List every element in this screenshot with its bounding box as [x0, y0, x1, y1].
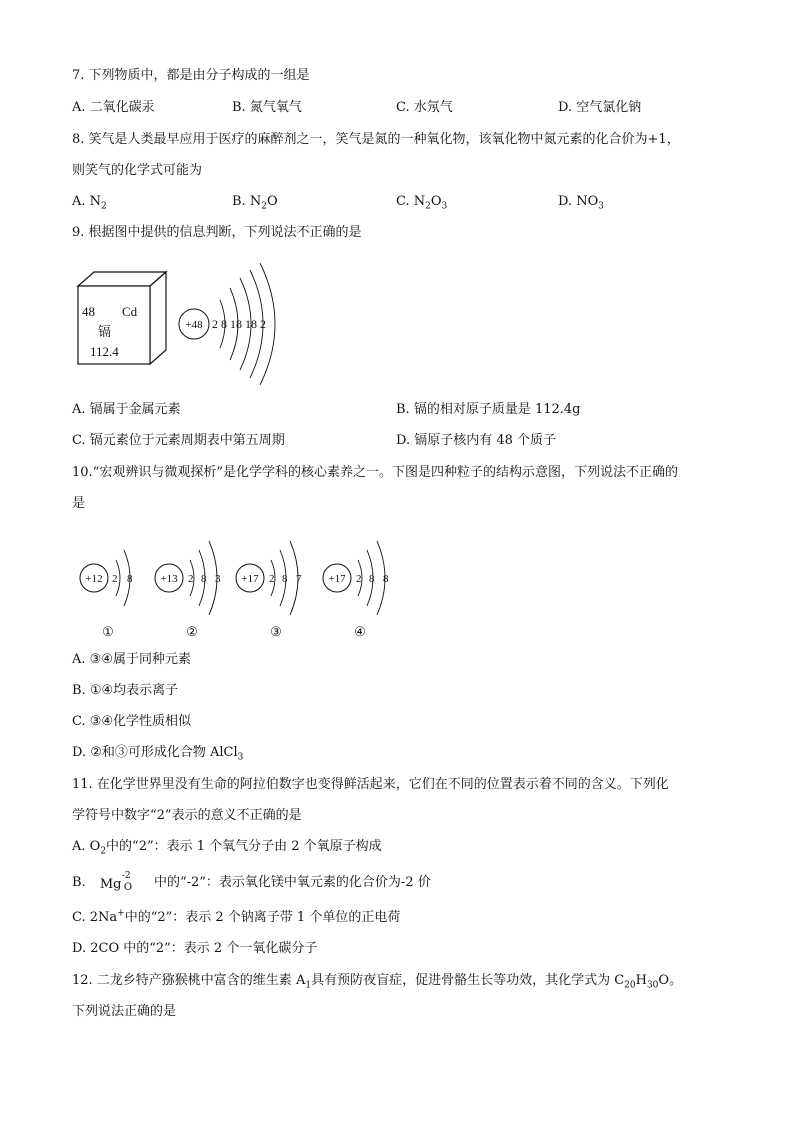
q8-option-b: B. $N_2O$ [232, 194, 278, 212]
q11-stem-line1: 11. 在化学世界里没有生命的阿拉伯数字也变得鲜活起来，它们在不同的位置表示着不同的含义。下列化 [72, 777, 669, 792]
q9-stem: 9. 根据图中提供的信息判断，下列说法不正确的是 [72, 225, 362, 240]
particle-2-nucleus: +13 [160, 573, 178, 585]
particle-1-shell-1: 2 [112, 573, 118, 585]
element-cube [78, 272, 166, 364]
particle-4-shell-1: 2 [356, 573, 362, 585]
particle-4-shell-2: 8 [369, 573, 375, 585]
particle-3-shell-1: 2 [269, 573, 275, 585]
valence-charge: -2 [121, 871, 131, 881]
mg-symbol: Mg [99, 877, 122, 892]
q8-stem-line2: 则笑气的化学式可能为 [72, 163, 203, 178]
particle-2-shell-2: 8 [201, 573, 207, 585]
particle-3 [236, 541, 302, 639]
particle-4-shell-3: 8 [383, 573, 389, 585]
particle-4-label: ④ [354, 624, 366, 639]
q12-stem-line2: 下列说法正确的是 [72, 1004, 177, 1019]
q12-stem-line1: 12. 二龙乡特产猕猴桃中富含的维生素 $A_1$具有预防夜盲症，促进骨骼生长等功效，其化学式为 $C_{20}H_{30}O$。 [72, 973, 683, 991]
particle-2-shell-1: 2 [188, 573, 194, 585]
q10-option-b: B. ①④均表示离子 [72, 683, 179, 698]
q7-option-a: A. 二氧化碳汞 [72, 100, 155, 115]
cadmium-figure [70, 258, 290, 388]
particle-4 [323, 541, 389, 639]
particle-1-nucleus: +12 [85, 573, 103, 585]
valence-notation [99, 871, 150, 893]
four-particles-diagram [72, 528, 402, 643]
o-symbol: O [123, 882, 133, 893]
q10-option-c: C. ③④化学性质相似 [72, 714, 192, 729]
particle-2-shell-3: 3 [215, 573, 221, 585]
element-name: 镉 [98, 324, 112, 339]
q10-option-a: A. ③④属于同种元素 [72, 652, 191, 667]
q8-stem-line1: 8. 笑气是人类最早应用于医疗的麻醉剂之一，笑气是氮的一种氧化物，该氧化物中氮元素的化合价为+1， [72, 132, 680, 147]
cadmium-atom-diagram [179, 263, 275, 385]
q11-option-d: D. 2CO 中的“2”：表示 2 个一氧化碳分子 [72, 941, 318, 956]
particle-2-label: ② [186, 624, 198, 639]
atomic-number: 48 [82, 304, 95, 319]
particle-3-nucleus: +17 [241, 573, 259, 585]
q7-option-c: C. 水氖气 [396, 100, 453, 115]
element-symbol: Cd [122, 304, 138, 319]
q11-option-a: A. $O_2$中的“2”：表示 1 个氧气分子由 2 个氧原子构成 [72, 839, 382, 857]
particle-3-label: ③ [270, 624, 282, 639]
q11-stem-line2: 学符号中数字“2”表示的意义不正确的是 [72, 808, 302, 823]
q9-option-c: C. 镉元素位于元素周期表中第五周期 [72, 433, 285, 448]
q9-option-a: A. 镉属于金属元素 [72, 402, 181, 417]
q7-option-d: D. 空气氯化钠 [558, 100, 642, 115]
atomic-mass: 112.4 [90, 344, 119, 359]
particle-1-shell-2: 8 [127, 573, 133, 585]
q9-option-d: D. 镉原子核内有 48 个质子 [396, 433, 557, 448]
q10-stem-line1: 10.“宏观辨识与微观探析”是化学学科的核心素养之一。下图是四种粒子的结构示意图，下列说法不正确的 [72, 465, 678, 480]
particle-1 [80, 550, 133, 639]
q11-option-c: C. 2Na+中的“2”：表示 2 个钠离子带 1 个单位的正电荷 [72, 908, 401, 925]
q9-option-b: B. 镉的相对原子质量是 112.4g [396, 402, 581, 417]
q8-option-c: C. $N_2O_3$ [396, 194, 448, 212]
particle-4-nucleus: +17 [328, 573, 346, 585]
q8-option-a: A. $N_2$ [72, 194, 107, 212]
particle-3-shell-2: 8 [282, 573, 288, 585]
q7-stem: 7. 下列物质中，都是由分子构成的一组是 [72, 68, 310, 83]
q7-option-b: B. 氮气氧气 [232, 100, 302, 115]
nucleus-charge: +48 [185, 319, 203, 331]
q11-option-b: B. Mg O -2 中的“-2”：表示氧化镁中氧元素的化合价为-2 价 [72, 874, 431, 892]
q10-stem-line2: 是 [72, 496, 86, 511]
particle-3-shell-3: 7 [296, 573, 302, 585]
q8-option-d: D. $NO_3$ [558, 194, 604, 212]
q10-option-d: D. ②和③可形成化合物 AlCl$_3$ [72, 745, 244, 763]
particle-1-label: ① [102, 624, 114, 639]
electron-shells: 2 8 18 18 2 [212, 317, 266, 331]
particle-2 [155, 541, 221, 639]
